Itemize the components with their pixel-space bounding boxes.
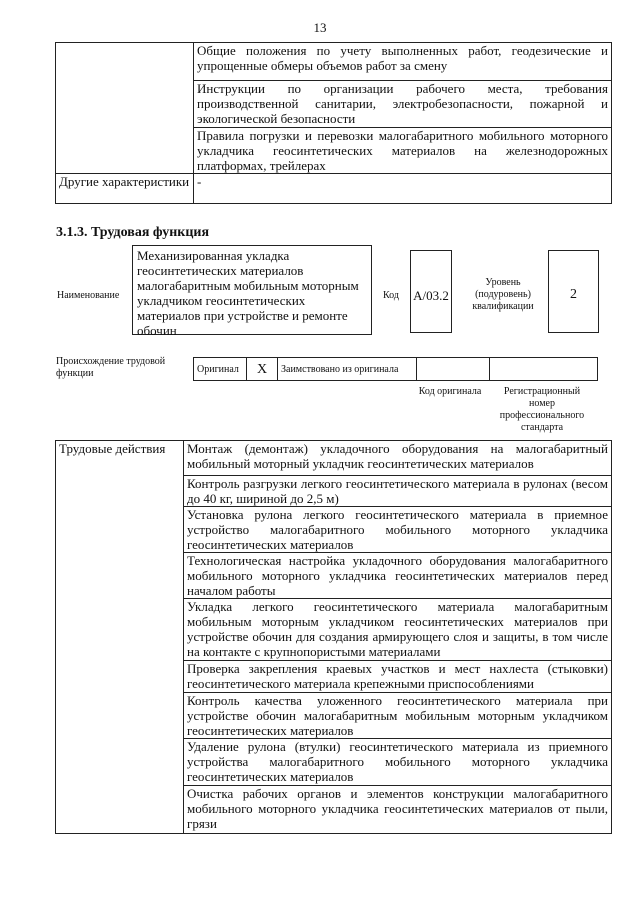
actions-label: Трудовые действия xyxy=(56,441,184,834)
table-cell: Общие положения по учету выполненных работ, геодезические и упрощенные обмеры объемов работ за смену xyxy=(194,43,612,81)
action-item: Очистка рабочих органов и элементов конструкции малогабаритного мобильного моторного укладчика геосинтетических материалов от пыли, грязи xyxy=(184,786,612,834)
action-item: Проверка закрепления краевых участков и мест нахлеста (стыковки) геосинтетического материала крепежными приспособлениями xyxy=(184,661,612,693)
original-mark: X xyxy=(247,358,278,381)
reg-caption: Регистрационный номер профессионального стандарта xyxy=(499,386,585,433)
action-item: Монтаж (демонтаж) укладочного оборудования на малогабаритный мобильный моторный укладчик геосинтетических материалов xyxy=(184,441,612,476)
code-value: А/03.2 xyxy=(410,250,452,333)
table-cell-empty xyxy=(56,43,194,174)
code-caption: Код оригинала xyxy=(418,386,482,397)
original-cell: Оригинал xyxy=(194,358,247,381)
table-cell: - xyxy=(194,174,612,204)
borrowed-cell: Заимствовано из оригинала xyxy=(278,358,417,381)
page-number: 13 xyxy=(313,20,327,35)
table-cell: Инструкции по организации рабочего места, требования производственной санитарии, электробезопасности, пожарной и экологической безопасности xyxy=(194,81,612,128)
action-item: Укладка легкого геосинтетического материала малогабаритным мобильным моторным укладчиком геосинтетических материалов при устройстве обочин для создания армирующего слоя и защиты, в том числе на контакте с крупнопористыми материалами xyxy=(184,599,612,661)
original-code-cell xyxy=(417,358,490,381)
origin-table xyxy=(193,357,598,381)
action-item: Установка рулона легкого геосинтетического материала в приемное устройство малогабаритного мобильного моторного укладчика геосинтетических материалов xyxy=(184,507,612,553)
knowledge-table xyxy=(55,42,612,204)
action-item: Удаление рулона (втулки) геосинтетического материала из приемного устройства малогабаритного мобильного моторного укладчика геосинтетических материалов xyxy=(184,739,612,786)
action-item: Контроль качества уложенного геосинтетического материала при устройстве обочин малогабаритным мобильным моторным укладчиком геосинтетических материалов xyxy=(184,693,612,739)
table-cell: Правила погрузки и перевозки малогабаритного мобильного моторного укладчика геосинтетических материалов на железнодорожных платформах, трейлерах xyxy=(194,128,612,174)
labor-actions-table xyxy=(55,440,612,834)
name-value: Механизированная укладка геосинтетических материалов малогабаритным мобильным моторным укладчиком геосинтетических материалов при устройстве и ремонте обочин xyxy=(132,245,372,335)
origin-label: Происхождение трудовой функции xyxy=(56,356,166,379)
name-label: Наименование xyxy=(57,290,120,301)
code-label: Код xyxy=(383,290,399,301)
action-item: Контроль разгрузки легкого геосинтетического материала в рулонах (весом до 40 кг, шириной до 2,5 м) xyxy=(184,476,612,507)
table-label: Другие характеристики xyxy=(56,174,194,204)
level-value: 2 xyxy=(548,250,599,333)
level-label: Уровень (подуровень) квалификации xyxy=(472,277,534,312)
reg-number-cell xyxy=(490,358,598,381)
action-item: Технологическая настройка укладочного оборудования малогабаритного мобильного моторного укладчика геосинтетических материалов перед началом работы xyxy=(184,553,612,599)
section-heading: 3.1.3. Трудовая функция xyxy=(56,225,210,240)
